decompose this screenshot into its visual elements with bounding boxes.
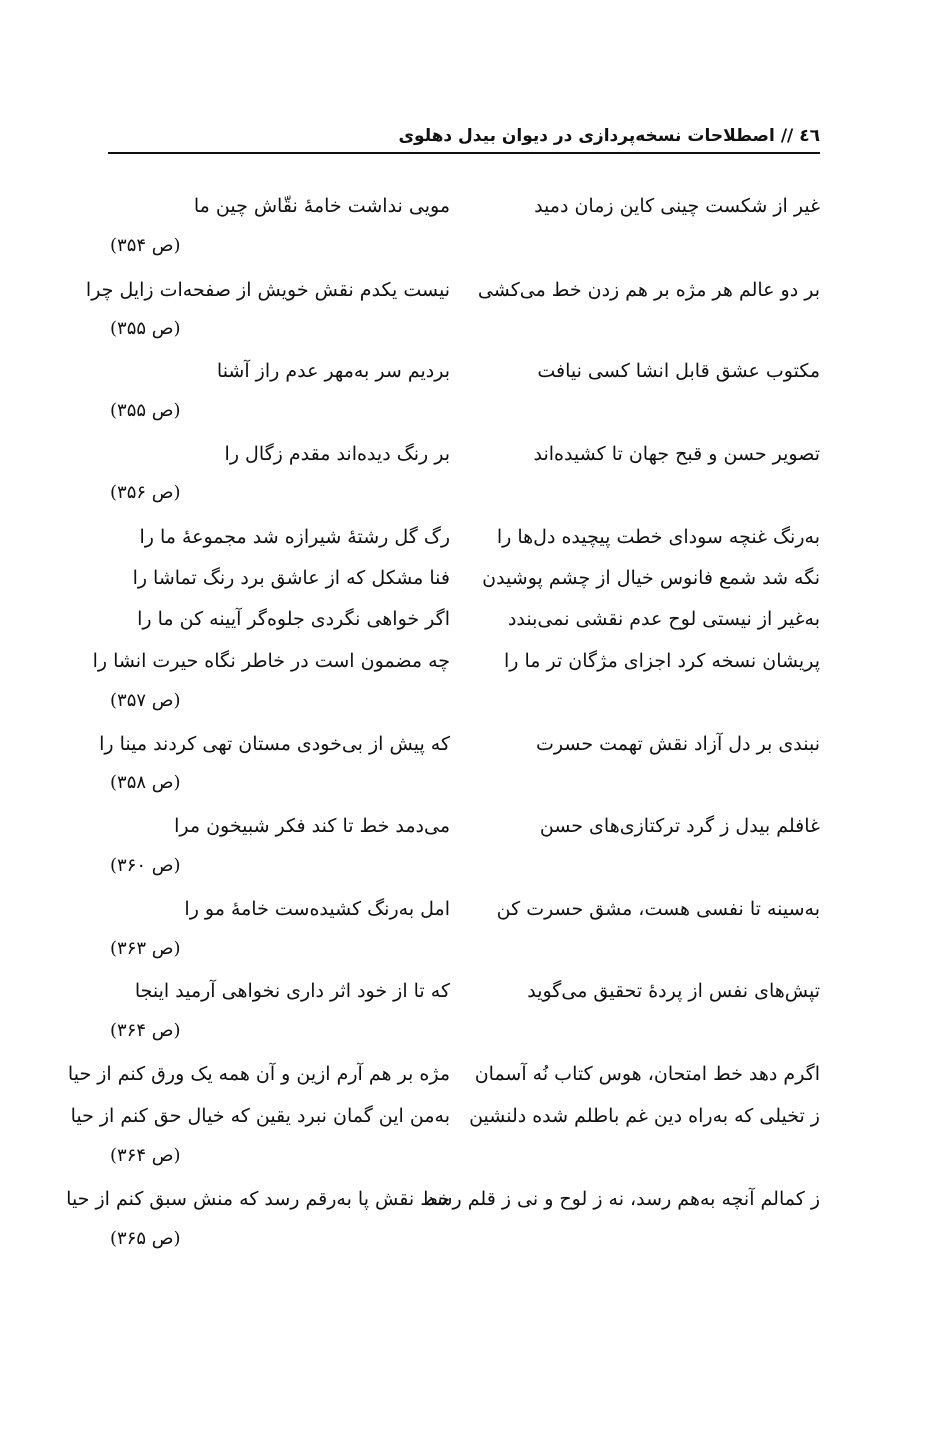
hemistich-right: پریشان نسخه کرد اجزای مژگان تر ما را <box>503 650 820 672</box>
header-separator: // <box>780 126 794 146</box>
hemistich-left: نیست یکدم نقش خویش از صفحه‌ات زایل چرا <box>85 279 450 301</box>
hemistich-left: به‌من این گمان نبرد یقین که خیال حق کنم از حیا <box>70 1105 450 1127</box>
page-reference: (ص ۳۶۳) <box>110 938 181 959</box>
page-number: ٤٦ <box>799 126 820 146</box>
hemistich-right: تصویر حسن و قبح جهان تا کشیده‌اند <box>533 443 820 465</box>
hemistich-left: بر رنگ دیده‌اند مقدم زگال را <box>224 443 450 465</box>
hemistich-left: که تا از خود اثر داری نخواهی آرمید اینجا <box>134 980 450 1002</box>
page-reference: (ص ۳۶۵) <box>110 1228 181 1249</box>
page-reference: (ص ۳۵۸) <box>110 772 181 793</box>
hemistich-right: ز کمالم آنچه به‌هم رسد، نه ز لوح و نی ز قلم رسد <box>426 1188 820 1210</box>
page-reference: (ص ۳۵۷) <box>110 690 181 711</box>
hemistich-left: چه مضمون است در خاطر نگاه حیرت انشا را <box>92 650 450 672</box>
running-title: اصطلاحات نسخه‌پردازی در دیوان بیدل دهلوی <box>398 126 775 146</box>
hemistich-right: غافلم بیدل ز گرد ترکتازی‌های حسن <box>539 815 820 837</box>
page-reference: (ص ۳۶۴) <box>110 1145 181 1166</box>
hemistich-left: می‌دمد خط تا کند فکر شبیخون مرا <box>174 815 450 837</box>
hemistich-left: بردیم سر به‌مهر عدم راز آشنا <box>216 360 450 382</box>
hemistich-left: مویی نداشت خامهٔ نقّاش چین ما <box>193 195 450 217</box>
page-reference: (ص ۳۵۶) <box>110 482 181 503</box>
hemistich-left: فنا مشکل که از عاشق برد رنگ تماشا را <box>132 567 450 589</box>
hemistich-left: امل به‌رنگ کشیده‌ست خامهٔ مو را <box>184 898 450 920</box>
hemistich-right: به‌سینه تا نفسی هست، مشق حسرت کن <box>496 898 820 920</box>
hemistich-left: که پیش از بی‌خودی مستان تهی کردند مینا را <box>99 733 450 755</box>
hemistich-right: به‌رنگ غنچه سودای خطت پیچیده دل‌ها را <box>496 526 820 548</box>
hemistich-left: رگ گل رشتهٔ شیرازه شد مجموعهٔ ما را <box>139 526 450 548</box>
hemistich-right: نبندی بر دل آزاد نقش تهمت حسرت <box>536 733 820 755</box>
hemistich-right: بر دو عالم هر مژه بر هم زدن خط می‌کشی <box>477 279 820 301</box>
page-reference: (ص ۳۶۴) <box>110 1020 181 1041</box>
hemistich-right: ز تخیلی که به‌راه دین غم باطلم شده دلنشین <box>469 1105 820 1127</box>
hemistich-left: مژه بر هم آرم ازین و آن همه یک ورق کنم از حیا <box>67 1063 450 1085</box>
hemistich-right: مکتوب عشق قابل انشا کسی نیافت <box>537 360 820 382</box>
hemistich-right: اگرم دهد خط امتحان، هوس کتاب نُه آسمان <box>474 1063 820 1085</box>
hemistich-right: نگه شد شمع فانوس خیال از چشم پوشیدن <box>482 567 820 589</box>
page-reference: (ص ۳۵۵) <box>110 318 181 339</box>
hemistich-left: خط نقش پا به‌رقم رسد که منش سبق کنم از حیا <box>66 1188 450 1210</box>
hemistich-right: تپش‌های نفس از پردهٔ تحقیق می‌گوید <box>527 980 820 1002</box>
page-reference: (ص ۳۵۴) <box>110 235 181 256</box>
hemistich-left: اگر خواهی نگردی جلوه‌گر آیینه کن ما را <box>137 608 450 630</box>
hemistich-right: غیر از شکست چینی کاین زمان دمید <box>534 195 820 217</box>
page-reference: (ص ۳۶۰) <box>110 855 181 876</box>
page-reference: (ص ۳۵۵) <box>110 400 181 421</box>
hemistich-right: به‌غیر از نیستی لوح عدم نقشی نمی‌بندد <box>507 608 820 630</box>
